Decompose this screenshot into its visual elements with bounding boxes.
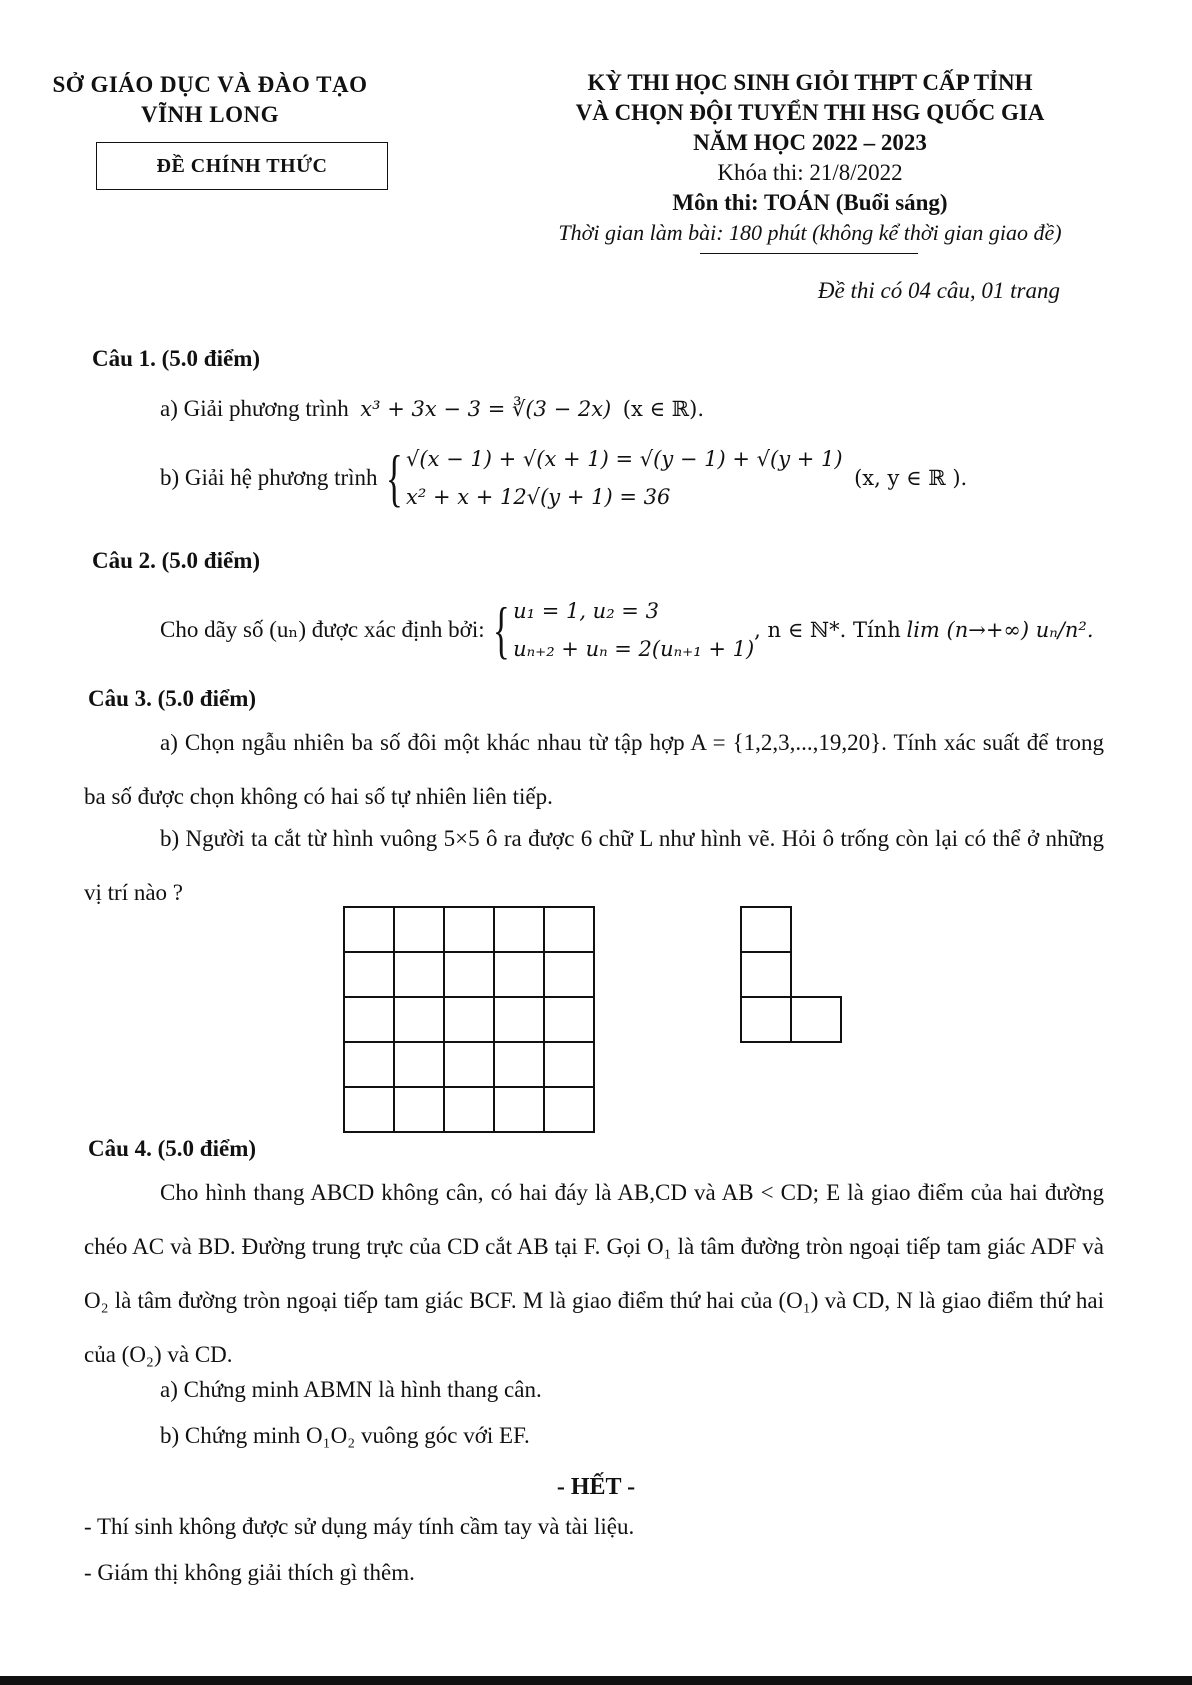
grid-cell xyxy=(445,953,495,998)
exam-title-line1: KỲ THI HỌC SINH GIỎI THPT CẤP TỈNH xyxy=(587,70,1033,95)
question-4-title: Câu 4. (5.0 điểm) xyxy=(88,1136,257,1161)
province-name: VĨNH LONG xyxy=(140,102,280,127)
question-2-body xyxy=(160,596,1094,664)
grid-cell xyxy=(445,908,495,953)
question-4b: b) Chứng minh O₁O₂ vuông góc với EF. xyxy=(160,1423,530,1448)
question-3-title: Câu 3. (5.0 điểm) xyxy=(88,686,257,711)
grid-cell xyxy=(545,1043,595,1088)
grid-cell xyxy=(345,908,395,953)
question-2-text: Cho dãy số (uₙ) được xác định bởi: xyxy=(160,617,485,642)
grid-cell xyxy=(395,908,445,953)
grid-5x5-figure xyxy=(343,906,595,1133)
grid-cell xyxy=(495,953,545,998)
footer-note-2: - Giám thị không giải thích gì thêm. xyxy=(84,1560,415,1585)
exam-duration: Thời gian làm bài: 180 phút (không kể thời gian giao đề) xyxy=(558,220,1062,245)
l-shape-cell xyxy=(740,996,792,1043)
grid-cell xyxy=(345,1088,395,1133)
grid-cell xyxy=(545,998,595,1043)
system-brace: { xyxy=(386,442,404,513)
question-1b-domain: (x, y ∈ ℝ ). xyxy=(854,466,968,490)
grid-cell xyxy=(445,1088,495,1133)
question-1a-label: a) Giải phương trình xyxy=(160,396,349,421)
grid-cell xyxy=(495,1088,545,1133)
grid-cell xyxy=(545,908,595,953)
exam-subject: Môn thi: TOÁN (Buổi sáng) xyxy=(672,190,948,215)
end-marker: - HẾT - xyxy=(556,1474,636,1500)
grid-cell xyxy=(445,1043,495,1088)
grid-cell xyxy=(545,953,595,998)
official-label: ĐỀ CHÍNH THỨC xyxy=(156,154,328,177)
question-1b-label: b) Giải hệ phương trình xyxy=(160,465,378,490)
grid-cell xyxy=(395,953,445,998)
grid-cell xyxy=(545,1088,595,1133)
question-4-statement: Cho hình thang ABCD không cân, có hai đáy là AB,CD và AB < CD; E là giao điểm của hai đường chéo AC và BD. Đường trung trực của CD cắt AB tại F. Gọi O₁ là tâm đường tròn ngoại tiếp tam giác ADF và O₂ là tâm đường tròn ngoại tiếp tam giác BCF. M là giao điểm thứ hai của (O₁) và CD, N là giao điểm thứ hai của (O₂) và CD. xyxy=(84,1180,1104,1367)
question-1b-equation-2: x² + x + 12√(y + 1) = 36 xyxy=(406,485,671,509)
question-1b-system xyxy=(383,444,842,512)
question-2-limit: lim (n→+∞) uₙ/n². xyxy=(906,618,1094,642)
header-underline xyxy=(700,253,918,254)
grid-cell xyxy=(345,1043,395,1088)
question-2-title: Câu 2. (5.0 điểm) xyxy=(92,548,261,573)
question-2-equation-2: uₙ₊₂ + uₙ = 2(uₙ₊₁ + 1) xyxy=(513,637,755,661)
question-3a: a) Chọn ngẫu nhiên ba số đôi một khác nhau từ tập hợp A = {1,2,3,...,19,20}. Tính xác suất để trong ba số được chọn không có hai số tự nhiên liên tiếp. xyxy=(84,730,1104,809)
grid-cell xyxy=(345,998,395,1043)
question-1-title: Câu 1. (5.0 điểm) xyxy=(92,346,261,371)
official-stamp-box xyxy=(96,142,388,190)
question-1a xyxy=(160,394,704,424)
department-name: SỞ GIÁO DỤC VÀ ĐÀO TẠO xyxy=(52,72,368,97)
grid-cell xyxy=(495,1043,545,1088)
question-1a-domain: (x ∈ ℝ). xyxy=(622,397,705,421)
grid-cell xyxy=(395,1043,445,1088)
question-1b-equation-1: √(x − 1) + √(x + 1) = √(y − 1) + √(y + 1) xyxy=(406,447,843,471)
scan-edge xyxy=(0,1676,1192,1685)
question-4a: a) Chứng minh ABMN là hình thang cân. xyxy=(160,1377,542,1402)
l-shape-cell xyxy=(740,906,792,953)
department-header xyxy=(40,70,380,130)
l-shape-cell xyxy=(740,951,792,998)
question-2-equation-1: u₁ = 1, u₂ = 3 xyxy=(513,599,659,623)
question-2-condition: , n ∈ ℕ*. Tính xyxy=(754,618,901,642)
question-2-system xyxy=(490,596,754,664)
question-3b: b) Người ta cắt từ hình vuông 5×5 ô ra được 6 chữ L như hình vẽ. Hỏi ô trống còn lại có thể ở những vị trí nào ? xyxy=(84,826,1104,905)
footer-note-1: - Thí sinh không được sử dụng máy tính cầm tay và tài liệu. xyxy=(84,1514,635,1539)
exam-date: Khóa thi: 21/8/2022 xyxy=(717,160,903,185)
exam-header xyxy=(470,68,1150,248)
grid-cell xyxy=(495,908,545,953)
exam-title-line2: VÀ CHỌN ĐỘI TUYỂN THI HSG QUỐC GIA xyxy=(575,100,1045,125)
grid-cell xyxy=(395,1088,445,1133)
question-1b xyxy=(160,444,967,512)
grid-cell xyxy=(495,998,545,1043)
school-year: NĂM HỌC 2022 – 2023 xyxy=(693,130,927,155)
grid-cell xyxy=(345,953,395,998)
question-1a-equation: x³ + 3x − 3 = ∛(3 − 2x) xyxy=(360,397,612,421)
system-brace: { xyxy=(493,594,511,665)
l-shape-cell xyxy=(790,996,842,1043)
l-shape-figure xyxy=(740,906,842,1042)
page-count-note: Đề thi có 04 câu, 01 trang xyxy=(817,278,1060,303)
grid-cell xyxy=(395,998,445,1043)
grid-cell xyxy=(445,998,495,1043)
